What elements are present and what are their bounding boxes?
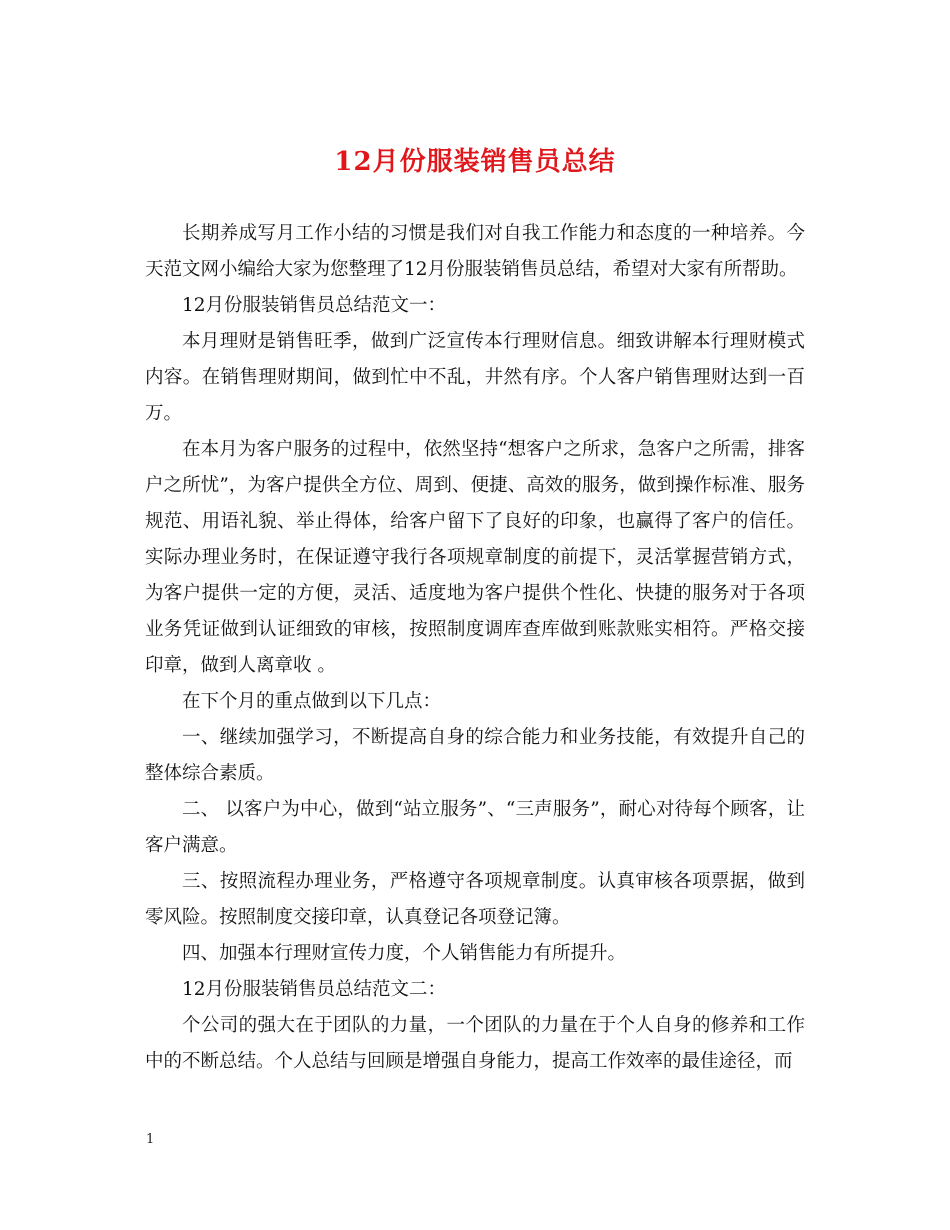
- paragraph-team: 个公司的强大在于团队的力量，一个团队的力量在于个人自身的修养和工作中的不断总结。个人总结与回顾是增强自身能力，提高工作效率的最佳途径，而: [145, 1015, 805, 1072]
- paragraph-heading-sample-2: 12月份服装销售员总结范文二：: [182, 979, 447, 1000]
- document-title: 12月份服装销售员总结: [334, 147, 616, 177]
- paragraph-point-3: 三、按照流程办理业务，严格遵守各项规章制度。认真审核各项票据，做到零风险。按照制度交接印章，认真登记各项登记簿。: [145, 871, 805, 928]
- paragraph-service: 在本月为客户服务的过程中，依然坚持“想客户之所求，急客户之所需，排客户之所忧”，为客户提供全方位、周到、便捷、高效的服务，做到操作标准、服务规范、用语礼貌、举止得体，给客户留下了良好的印象，也赢得了客户的信任。实际办理业务时，在保证遵守我行各项规章制度的前提下，灵活掌握营销方式，为客户提供一定的方便，灵活、适度地为客户提供个性化、快捷的服务对于各项业务凭证做到认证细致的审核，按照制度调库查库做到账款账实相符。严格交接印章，做到人离章收 。: [145, 439, 805, 676]
- paragraph-sales: 本月理财是销售旺季，做到广泛宣传本行理财信息。细致讲解本行理财模式内容。在销售理财期间，做到忙中不乱，井然有序。个人客户销售理财达到一百万。: [145, 331, 805, 424]
- page-number: 1: [146, 1132, 155, 1147]
- paragraph-point-1: 一、继续加强学习，不断提高自身的综合能力和业务技能，有效提升自己的整体综合素质。: [145, 727, 805, 784]
- paragraph-next-month: 在下个月的重点做到以下几点：: [182, 691, 442, 712]
- document-body: [145, 216, 805, 1080]
- paragraph-point-2: 二、 以客户为中心，做到“站立服务”、“三声服务”，耐心对待每个顾客，让客户满意。: [145, 799, 805, 856]
- paragraph-point-4: 四、加强本行理财宣传力度，个人销售能力有所提升。: [182, 943, 627, 964]
- paragraph-intro: 长期养成写月工作小结的习惯是我们对自我工作能力和态度的一种培养。今天范文网小编给大家为您整理了12月份服装销售员总结，希望对大家有所帮助。: [145, 223, 805, 280]
- paragraph-heading-sample-1: 12月份服装销售员总结范文一：: [182, 295, 447, 316]
